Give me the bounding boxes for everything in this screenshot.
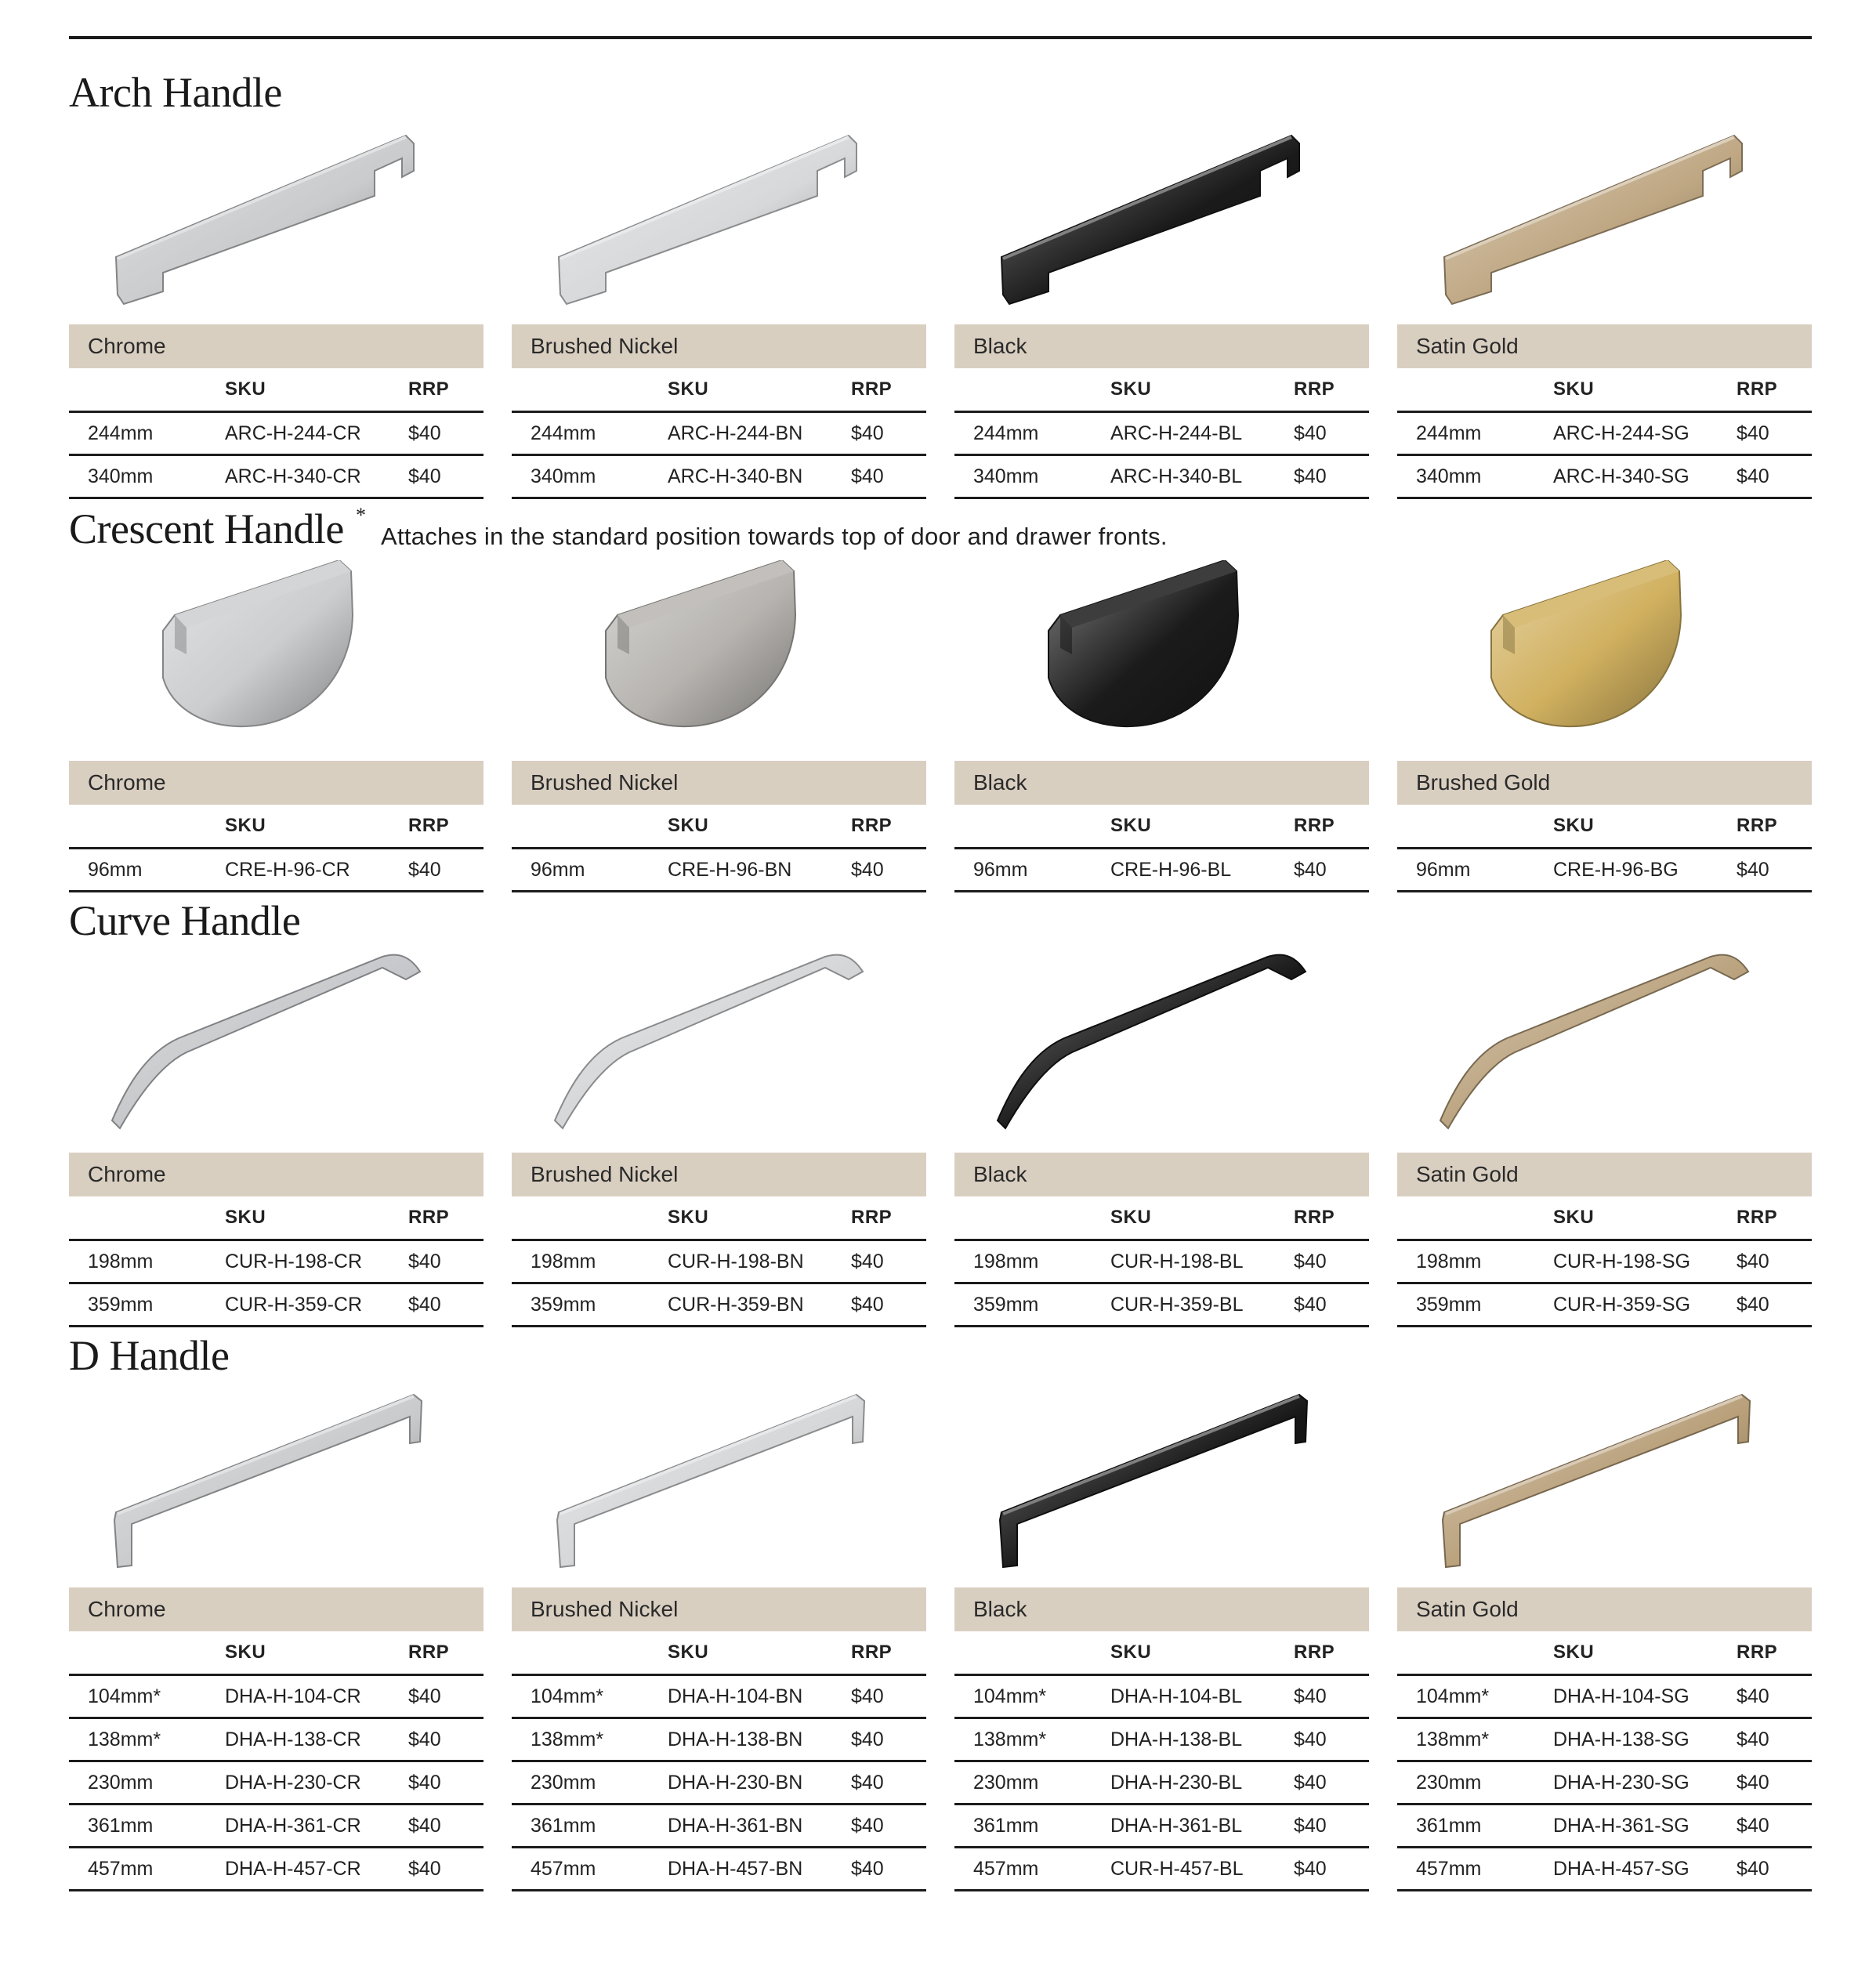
spec-table [1397,805,1812,892]
size-cell: 230mm [1397,1761,1553,1805]
size-cell: 138mm* [69,1718,225,1761]
section-d [69,1332,1812,1962]
table-row [69,1240,483,1283]
spec-table [1397,1196,1812,1327]
rrp-header: RRP [851,805,926,849]
spec-table [69,805,483,892]
rrp-cell: $40 [851,1805,926,1848]
table-header-row [69,805,483,849]
size-header [69,1631,225,1675]
rrp-cell: $40 [851,1240,926,1283]
size-cell: 244mm [954,412,1110,455]
size-cell: 198mm [69,1240,225,1283]
d-handle-image [954,1387,1369,1575]
rrp-cell: $40 [1737,455,1812,498]
rrp-cell: $40 [1737,1848,1812,1891]
spec-table [512,1631,926,1891]
size-cell: 104mm* [512,1675,668,1718]
sku-header: SKU [668,1196,851,1240]
sku-cell: CUR-H-198-BN [668,1240,851,1283]
top-rule [69,36,1812,39]
size-cell: 340mm [512,455,668,498]
table-row [1397,1848,1812,1891]
rrp-cell: $40 [1294,1805,1369,1848]
size-header [954,1196,1110,1240]
sku-header: SKU [225,805,408,849]
table-row [954,1240,1369,1283]
finish-label: Satin Gold [1397,1587,1812,1631]
rrp-cell: $40 [851,412,926,455]
table-row [954,455,1369,498]
rrp-cell: $40 [1294,1283,1369,1327]
table-row [1397,455,1812,498]
size-header [1397,805,1553,849]
size-cell: 359mm [512,1283,668,1327]
size-cell: 96mm [69,849,225,892]
sku-cell: DHA-H-361-SG [1553,1805,1737,1848]
table-row [954,1675,1369,1718]
rrp-cell: $40 [408,1848,483,1891]
table-row [954,1718,1369,1761]
sku-cell: CUR-H-359-CR [225,1283,408,1327]
rrp-header: RRP [1737,805,1812,849]
size-header [69,805,225,849]
size-header [69,1196,225,1240]
rrp-header: RRP [408,805,483,849]
sku-cell: DHA-H-138-BL [1110,1718,1294,1761]
sku-cell: CUR-H-359-SG [1553,1283,1737,1327]
size-cell: 138mm* [1397,1718,1553,1761]
sku-cell: DHA-H-138-SG [1553,1718,1737,1761]
size-cell: 457mm [512,1848,668,1891]
size-cell: 230mm [69,1761,225,1805]
size-cell: 359mm [69,1283,225,1327]
rrp-cell: $40 [1294,1675,1369,1718]
sku-cell: ARC-H-340-CR [225,455,408,498]
table-row [1397,1283,1812,1327]
sku-header: SKU [668,368,851,412]
rrp-cell: $40 [851,849,926,892]
sku-cell: DHA-H-138-BN [668,1718,851,1761]
size-cell: 361mm [512,1805,668,1848]
spec-table [954,805,1369,892]
sku-cell: ARC-H-340-BL [1110,455,1294,498]
sku-cell: DHA-H-361-BL [1110,1805,1294,1848]
table-row [512,1805,926,1848]
rrp-cell: $40 [408,1675,483,1718]
table-header-row [954,1631,1369,1675]
finish-label: Chrome [69,324,483,368]
size-cell: 457mm [69,1848,225,1891]
sku-cell: DHA-H-138-CR [225,1718,408,1761]
table-row [954,1761,1369,1805]
size-cell: 104mm* [1397,1675,1553,1718]
finish-label: Brushed Nickel [512,1587,926,1631]
rrp-cell: $40 [1737,1718,1812,1761]
size-header [954,368,1110,412]
rrp-header: RRP [851,1196,926,1240]
table-row [69,849,483,892]
table-row [69,1761,483,1805]
size-cell: 361mm [1397,1805,1553,1848]
table-row [1397,1761,1812,1805]
size-cell: 230mm [954,1761,1110,1805]
table-row [69,1805,483,1848]
size-cell: 198mm [512,1240,668,1283]
sku-header: SKU [1553,805,1737,849]
rrp-cell: $40 [408,849,483,892]
sku-cell: CRE-H-96-BL [1110,849,1294,892]
rrp-header: RRP [851,368,926,412]
section-title: D Handle [69,1332,230,1379]
rrp-header: RRP [1737,368,1812,412]
rrp-cell: $40 [408,455,483,498]
size-cell: 96mm [1397,849,1553,892]
table-row [954,412,1369,455]
sku-header: SKU [668,805,851,849]
table-header-row [512,805,926,849]
finish-label: Satin Gold [1397,324,1812,368]
section-arch [69,69,1812,558]
table-header-row [512,1196,926,1240]
sku-cell: DHA-H-230-SG [1553,1761,1737,1805]
table-header-row [1397,1631,1812,1675]
sku-cell: DHA-H-361-BN [668,1805,851,1848]
sku-cell: DHA-H-104-SG [1553,1675,1737,1718]
sku-header: SKU [668,1631,851,1675]
table-row [69,1283,483,1327]
arch-handle-image [954,124,1369,312]
table-row [1397,849,1812,892]
sku-cell: ARC-H-244-SG [1553,412,1737,455]
table-row [512,1761,926,1805]
size-cell: 230mm [512,1761,668,1805]
size-header [512,368,668,412]
spec-table [954,368,1369,499]
rrp-cell: $40 [1294,1718,1369,1761]
d-handle-image [512,1387,926,1575]
sku-cell: DHA-H-361-CR [225,1805,408,1848]
d-handle-image [1397,1387,1812,1575]
sku-cell: ARC-H-340-SG [1553,455,1737,498]
size-cell: 340mm [1397,455,1553,498]
rrp-cell: $40 [1737,1805,1812,1848]
table-row [1397,1675,1812,1718]
rrp-cell: $40 [851,1761,926,1805]
crescent-handle-image [1397,560,1812,748]
rrp-header: RRP [1737,1196,1812,1240]
crescent-handle-image [512,560,926,748]
sku-cell: CUR-H-198-SG [1553,1240,1737,1283]
rrp-cell: $40 [408,1761,483,1805]
crescent-handle-image [69,560,483,748]
size-header [512,805,668,849]
sku-cell: DHA-H-230-CR [225,1761,408,1805]
size-cell: 361mm [69,1805,225,1848]
size-cell: 138mm* [512,1718,668,1761]
sku-header: SKU [225,1196,408,1240]
size-cell: 244mm [512,412,668,455]
table-header-row [512,1631,926,1675]
size-cell: 96mm [954,849,1110,892]
sku-cell: DHA-H-457-SG [1553,1848,1737,1891]
sku-cell: ARC-H-244-CR [225,412,408,455]
sku-header: SKU [1110,368,1294,412]
sku-cell: DHA-H-104-BL [1110,1675,1294,1718]
arch-handle-image [69,124,483,312]
title-footnote-mark: * [356,504,366,527]
size-cell: 104mm* [69,1675,225,1718]
size-header [1397,368,1553,412]
sku-cell: CRE-H-96-BG [1553,849,1737,892]
rrp-header: RRP [408,1631,483,1675]
curve-handle-image [954,952,1369,1140]
rrp-cell: $40 [1737,412,1812,455]
table-header-row [1397,805,1812,849]
rrp-cell: $40 [408,1718,483,1761]
rrp-header: RRP [1294,1631,1369,1675]
size-header [1397,1196,1553,1240]
spec-table [69,1196,483,1327]
table-header-row [69,1631,483,1675]
sku-cell: CRE-H-96-BN [668,849,851,892]
table-row [512,1848,926,1891]
section-title: Curve Handle [69,897,301,944]
sku-cell: CUR-H-198-CR [225,1240,408,1283]
sku-cell: CUR-H-359-BL [1110,1283,1294,1327]
size-cell: 138mm* [954,1718,1110,1761]
spec-table [1397,368,1812,499]
table-row [512,1675,926,1718]
rrp-cell: $40 [851,455,926,498]
rrp-cell: $40 [1737,1675,1812,1718]
table-row [1397,1240,1812,1283]
sku-header: SKU [1553,1196,1737,1240]
sku-cell: CRE-H-96-CR [225,849,408,892]
spec-table [512,368,926,499]
finish-label: Satin Gold [1397,1153,1812,1196]
rrp-cell: $40 [851,1675,926,1718]
size-header [1397,1631,1553,1675]
sku-cell: DHA-H-457-CR [225,1848,408,1891]
rrp-cell: $40 [1294,1761,1369,1805]
rrp-cell: $40 [1294,849,1369,892]
table-row [1397,1718,1812,1761]
table-row [954,1283,1369,1327]
table-header-row [1397,368,1812,412]
table-row [69,1848,483,1891]
size-cell: 340mm [69,455,225,498]
rrp-cell: $40 [1294,1848,1369,1891]
table-row [69,1675,483,1718]
rrp-header: RRP [1737,1631,1812,1675]
rrp-cell: $40 [1737,849,1812,892]
sku-cell: DHA-H-104-BN [668,1675,851,1718]
table-row [954,1805,1369,1848]
sku-cell: ARC-H-244-BN [668,412,851,455]
rrp-cell: $40 [408,1240,483,1283]
size-cell: 104mm* [954,1675,1110,1718]
arch-handle-image [512,124,926,312]
rrp-cell: $40 [408,1805,483,1848]
table-row [512,1283,926,1327]
table-row [69,412,483,455]
table-row [512,849,926,892]
table-header-row [69,368,483,412]
spec-table [1397,1631,1812,1891]
table-row [512,412,926,455]
sku-header: SKU [225,1631,408,1675]
finish-label: Black [954,1153,1369,1196]
sku-header: SKU [1110,805,1294,849]
sku-header: SKU [1110,1196,1294,1240]
spec-table [69,1631,483,1891]
spec-table [69,368,483,499]
size-header [512,1631,668,1675]
size-cell: 198mm [954,1240,1110,1283]
rrp-header: RRP [1294,1196,1369,1240]
size-cell: 359mm [954,1283,1110,1327]
size-header [69,368,225,412]
size-cell: 198mm [1397,1240,1553,1283]
table-row [512,455,926,498]
sku-header: SKU [1553,1631,1737,1675]
curve-handle-image [69,952,483,1140]
sku-header: SKU [1553,368,1737,412]
sku-cell: DHA-H-230-BN [668,1761,851,1805]
d-handle-image [69,1387,483,1575]
size-cell: 359mm [1397,1283,1553,1327]
table-header-row [954,1196,1369,1240]
size-cell: 96mm [512,849,668,892]
rrp-header: RRP [851,1631,926,1675]
rrp-cell: $40 [1294,1240,1369,1283]
arch-handle-image [1397,124,1812,312]
size-header [512,1196,668,1240]
spec-table [512,805,926,892]
finish-label: Black [954,1587,1369,1631]
table-row [1397,1805,1812,1848]
sku-cell: ARC-H-340-BN [668,455,851,498]
size-header [954,1631,1110,1675]
finish-label: Black [954,324,1369,368]
rrp-cell: $40 [1294,455,1369,498]
size-cell: 244mm [1397,412,1553,455]
rrp-cell: $40 [851,1283,926,1327]
sku-cell: DHA-H-457-BN [668,1848,851,1891]
sku-cell: CUR-H-198-BL [1110,1240,1294,1283]
table-row [1397,412,1812,455]
table-header-row [512,368,926,412]
table-header-row [69,1196,483,1240]
sku-header: SKU [1110,1631,1294,1675]
section-curve [69,897,1812,1386]
section-title: Arch Handle [69,69,282,116]
table-header-row [954,368,1369,412]
curve-handle-image [1397,952,1812,1140]
rrp-cell: $40 [1737,1283,1812,1327]
table-row [512,1718,926,1761]
spec-table [512,1196,926,1327]
finish-label: Black [954,761,1369,805]
table-header-row [1397,1196,1812,1240]
spec-table [954,1631,1369,1891]
rrp-cell: $40 [851,1718,926,1761]
rrp-cell: $40 [408,1283,483,1327]
size-cell: 457mm [954,1848,1110,1891]
rrp-header: RRP [408,1196,483,1240]
section-crescent [69,505,1812,947]
section-title: Crescent Handle [69,505,344,552]
table-row [954,1848,1369,1891]
finish-label: Brushed Gold [1397,761,1812,805]
rrp-cell: $40 [1294,412,1369,455]
sku-cell: ARC-H-244-BL [1110,412,1294,455]
finish-label: Brushed Nickel [512,324,926,368]
finish-label: Brushed Nickel [512,761,926,805]
rrp-header: RRP [408,368,483,412]
finish-label: Brushed Nickel [512,1153,926,1196]
finish-label: Chrome [69,1587,483,1631]
rrp-cell: $40 [851,1848,926,1891]
size-cell: 361mm [954,1805,1110,1848]
rrp-header: RRP [1294,805,1369,849]
sku-cell: CUR-H-457-BL [1110,1848,1294,1891]
size-cell: 244mm [69,412,225,455]
table-row [954,849,1369,892]
sku-cell: DHA-H-230-BL [1110,1761,1294,1805]
sku-cell: CUR-H-359-BN [668,1283,851,1327]
finish-label: Chrome [69,761,483,805]
table-row [69,455,483,498]
table-row [512,1240,926,1283]
section-note: Attaches in the standard position towards top of door and drawer fronts. [381,523,1168,550]
size-cell: 457mm [1397,1848,1553,1891]
sku-cell: DHA-H-104-CR [225,1675,408,1718]
rrp-cell: $40 [1737,1240,1812,1283]
table-header-row [954,805,1369,849]
crescent-handle-image [954,560,1369,748]
sku-header: SKU [225,368,408,412]
rrp-header: RRP [1294,368,1369,412]
rrp-cell: $40 [1737,1761,1812,1805]
curve-handle-image [512,952,926,1140]
size-header [954,805,1110,849]
size-cell: 340mm [954,455,1110,498]
spec-table [954,1196,1369,1327]
finish-label: Chrome [69,1153,483,1196]
table-row [69,1718,483,1761]
rrp-cell: $40 [408,412,483,455]
